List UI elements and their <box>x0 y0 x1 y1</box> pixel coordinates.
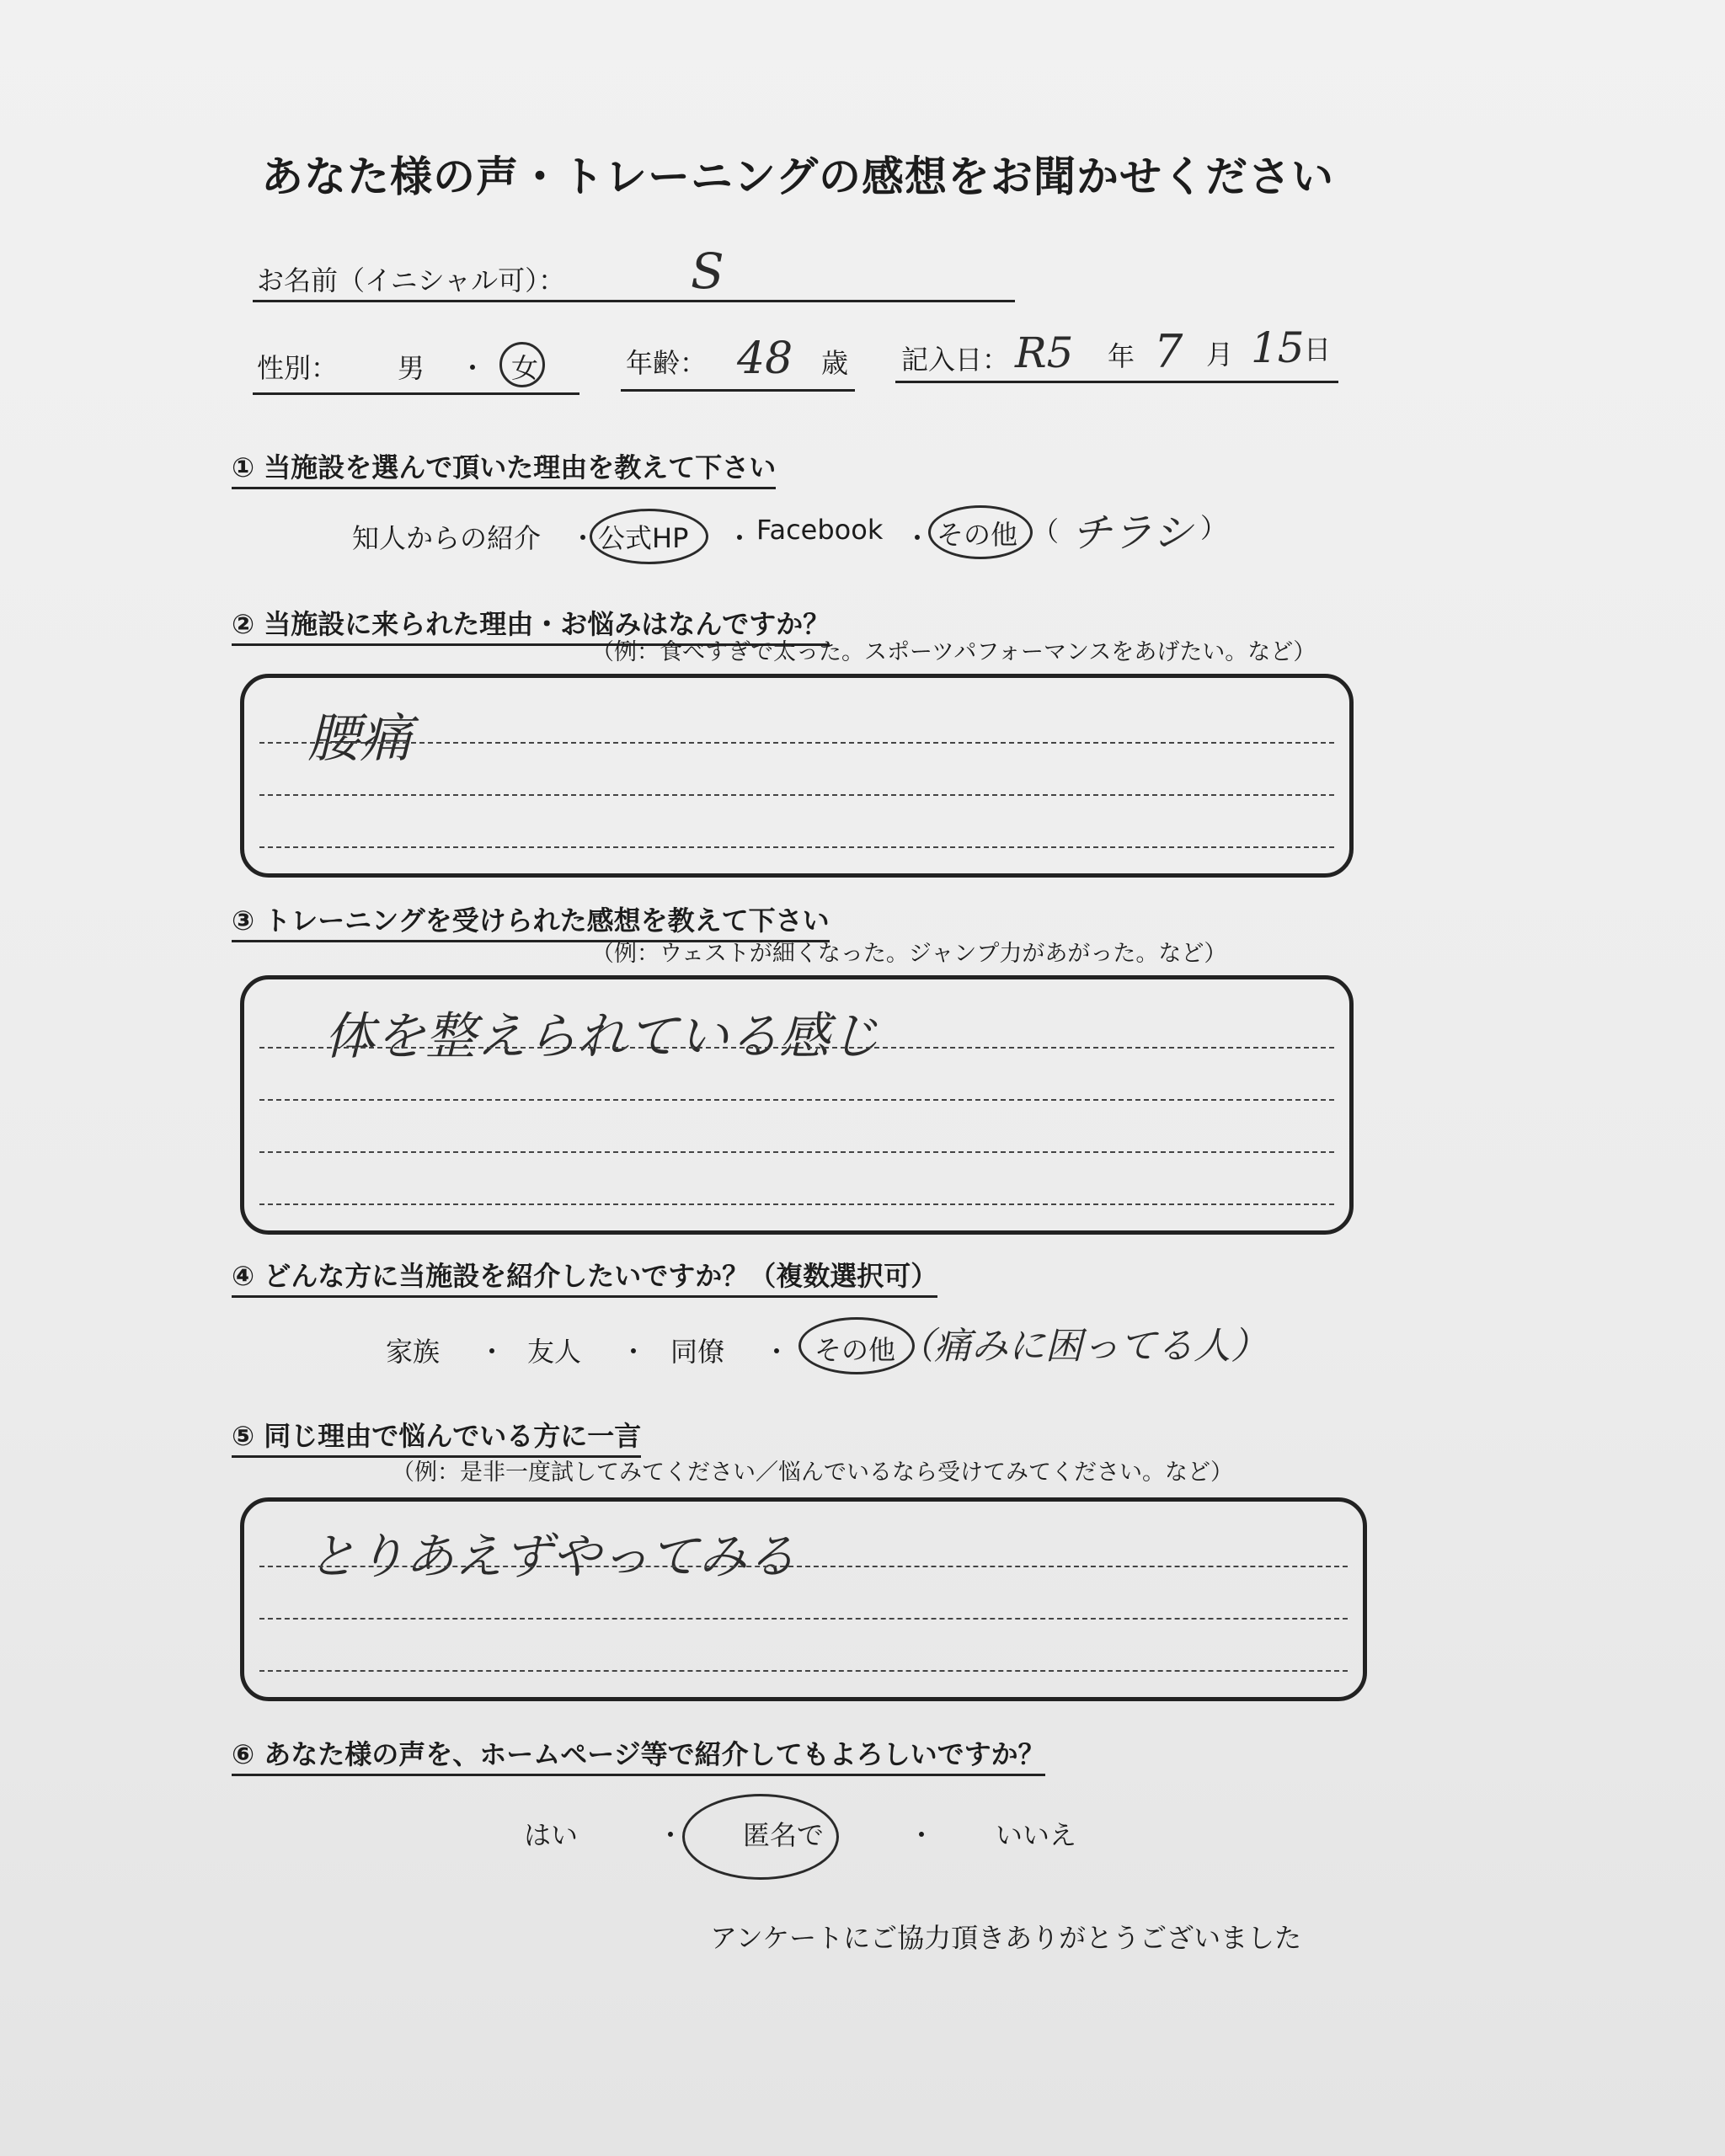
q1-separator: ・ <box>904 522 932 554</box>
q2-answer-text: 腰痛 <box>307 707 413 769</box>
answer-line <box>259 1566 1348 1567</box>
q4-separator: ・ <box>763 1336 791 1368</box>
q3-answer-text: 体を整えられている感じ <box>324 1007 880 1066</box>
page-title: あなた様の声・トレーニングの感想をお聞かせください <box>261 152 1334 201</box>
q1-other-open-paren: （ <box>1032 515 1060 547</box>
q5-answer-text: とりあえずやってみる <box>307 1528 797 1585</box>
q6-heading: ⑥ あなた様の声を、ホームページ等で紹介してもよろしいですか？ <box>232 1733 1045 1776</box>
q1-option-acquaintance: 知人からの紹介 <box>352 522 542 554</box>
age-label: 年齢： <box>626 347 708 379</box>
q4-separator: ・ <box>478 1336 506 1368</box>
q1-other-circle-mark <box>928 505 1033 559</box>
q6-option-yes: はい <box>524 1819 579 1851</box>
date-year-unit: 年 <box>1108 340 1135 372</box>
date-month-unit: 月 <box>1206 339 1234 371</box>
q5-answer-box <box>240 1497 1367 1701</box>
q6-separator: ・ <box>908 1819 936 1851</box>
q1-heading: ① 当施設を選んで頂いた理由を教えて下さい <box>232 446 776 489</box>
q6-separator: ・ <box>657 1819 685 1851</box>
answer-line <box>259 1047 1334 1049</box>
date-underline <box>895 381 1338 383</box>
date-era: R5 <box>1015 328 1074 377</box>
footer-thanks: アンケートにご協力頂きありがとうございました <box>710 1922 1302 1954</box>
gender-male: 男 <box>398 352 425 384</box>
name-underline <box>253 300 1015 302</box>
q2-heading: ② 当施設に来られた理由・お悩みはなんですか？ <box>232 603 830 646</box>
date-day-unit: 日 <box>1304 334 1332 366</box>
q3-example: （例：ウェストが細くなった。ジャンプ力があがった。など） <box>591 941 1227 967</box>
q4-option-colleague: 同僚 <box>670 1336 725 1368</box>
answer-line <box>259 1203 1334 1205</box>
q1-hp-circle-mark <box>590 509 708 564</box>
date-month: 7 <box>1154 325 1183 378</box>
age-value: 48 <box>737 334 793 384</box>
name-value: S <box>691 243 724 300</box>
q4-separator: ・ <box>620 1336 648 1368</box>
q1-option-facebook: Facebook <box>756 514 884 546</box>
q4-option-other: その他 <box>814 1334 896 1366</box>
q4-option-family: 家族 <box>386 1336 441 1368</box>
answer-line <box>259 1670 1348 1672</box>
q2-answer-box <box>240 674 1354 878</box>
date-label: 記入日： <box>901 344 1010 376</box>
q6-option-no: いいえ <box>996 1819 1077 1851</box>
q6-anonymous-circle-mark <box>682 1794 839 1880</box>
answer-line <box>259 794 1334 796</box>
age-unit: 歳 <box>821 347 849 379</box>
q5-example: （例：是非一度試してみてください／悩んでいるなら受けてみてください。など） <box>392 1460 1233 1486</box>
q2-example: （例：食べすぎで太った。スポーツパフォーマンスをあげたい。など） <box>591 639 1316 665</box>
gender-circle-mark <box>499 342 545 387</box>
gender-label: 性別： <box>257 352 339 384</box>
date-day: 15 <box>1251 323 1305 372</box>
answer-line <box>259 846 1334 848</box>
q4-heading: ④ どんな方に当施設を紹介したいですか？（複数選択可） <box>232 1255 937 1298</box>
q3-heading: ③ トレーニングを受けられた感想を教えて下さい <box>232 899 830 942</box>
q6-option-anonymous: 匿名で <box>743 1819 825 1851</box>
answer-line <box>259 1099 1334 1101</box>
q1-other-close-paren: ） <box>1200 512 1228 544</box>
q4-option-friend: 友人 <box>527 1336 582 1368</box>
q1-other-value: チラシ <box>1071 510 1194 557</box>
answer-line <box>259 742 1334 744</box>
q1-option-official-hp: 公式HP <box>598 522 689 554</box>
gender-separator: ・ <box>459 352 487 384</box>
answer-line <box>259 1151 1334 1153</box>
q3-answer-box <box>240 975 1354 1235</box>
gender-female: 女 <box>511 352 539 384</box>
q1-option-other: その他 <box>937 519 1018 551</box>
name-label: お名前（イニシャル可）： <box>257 264 566 296</box>
gender-underline <box>253 392 579 395</box>
q1-separator: ・ <box>569 522 597 554</box>
answer-line <box>259 1618 1348 1620</box>
q1-separator: ・ <box>726 522 754 554</box>
q5-heading: ⑤ 同じ理由で悩んでいる方に一言 <box>232 1415 641 1458</box>
age-underline <box>621 389 855 392</box>
q4-other-value: （痛みに困ってる人） <box>897 1325 1268 1368</box>
